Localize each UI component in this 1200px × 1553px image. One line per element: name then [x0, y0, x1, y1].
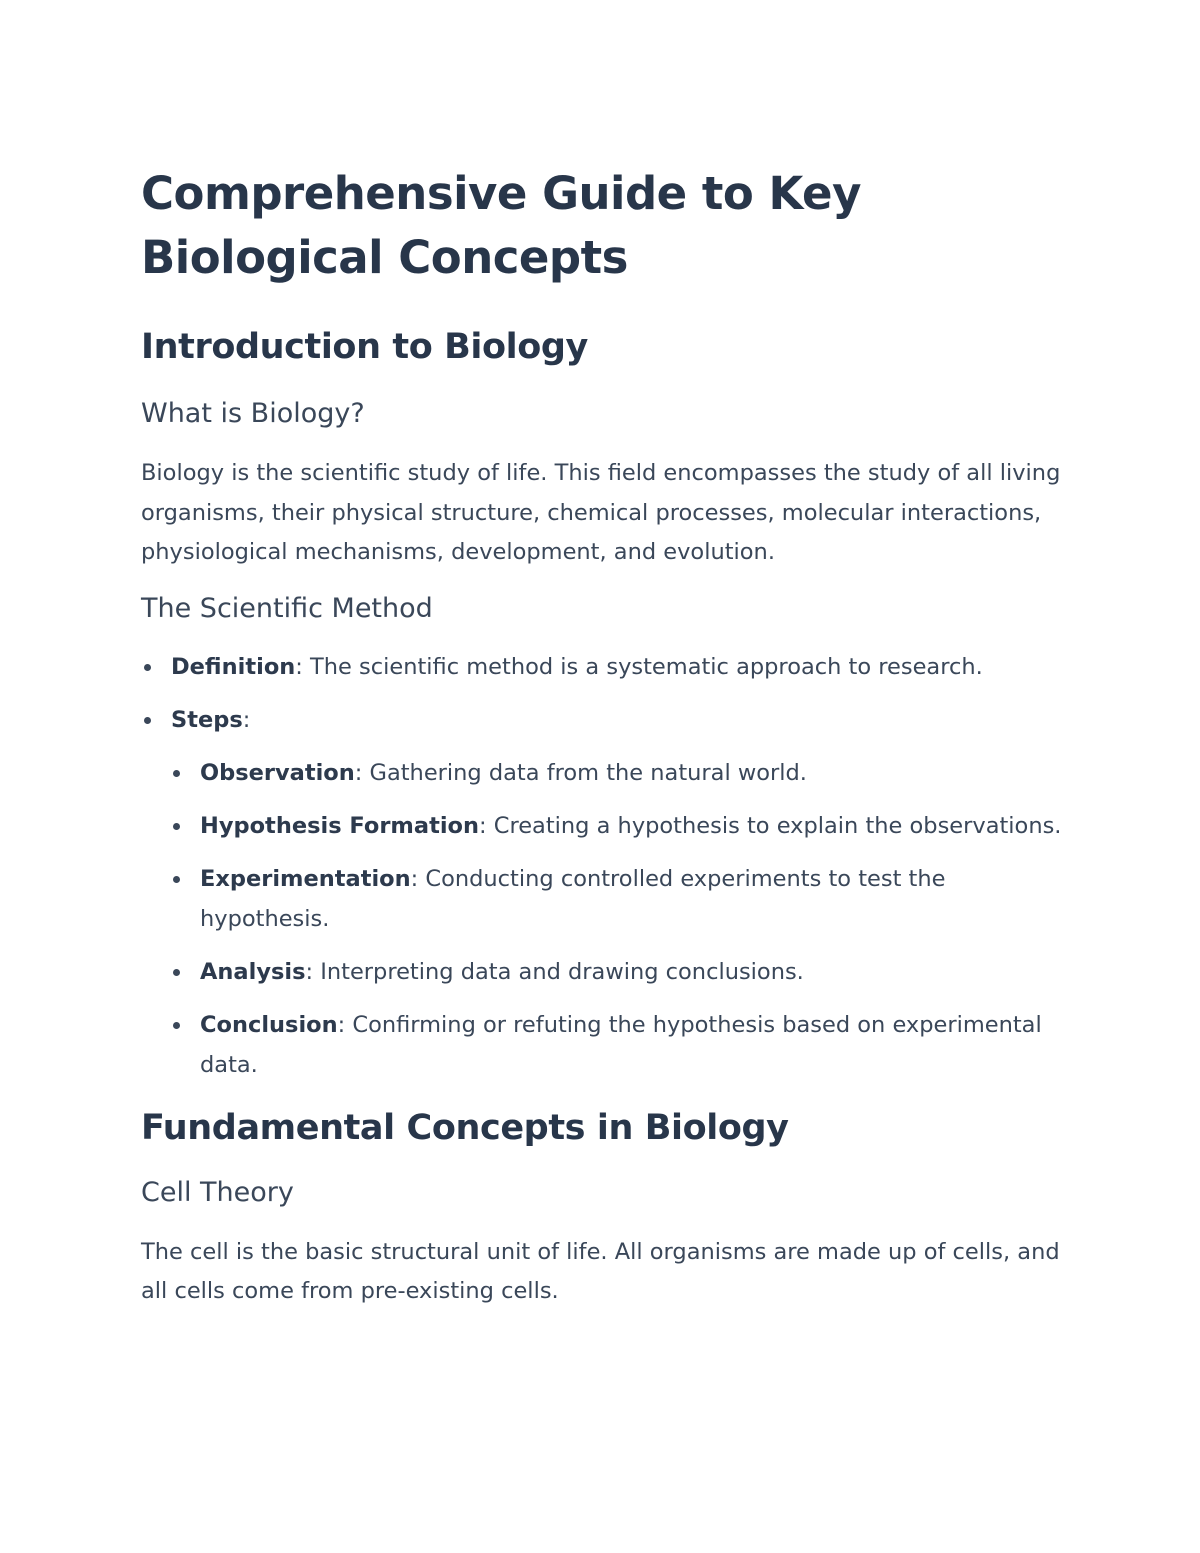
scientific-method-list	[141, 647, 1071, 1085]
section-heading-fundamental-concepts: Fundamental Concepts in Biology	[141, 1107, 789, 1148]
subsection-heading-what-is-biology: What is Biology?	[141, 398, 365, 429]
list-item-definition	[141, 647, 1071, 687]
document-title: Comprehensive Guide to Key Biological Concepts	[141, 167, 861, 284]
sublist-item-text: : Interpreting data and drawing conclusions.	[305, 958, 804, 985]
steps-sublist	[171, 753, 1071, 1085]
subsection-heading-scientific-method: The Scientific Method	[141, 592, 433, 624]
subsection-heading-cell-theory: Cell Theory	[141, 1176, 294, 1208]
sublist-item-term: Experimentation	[200, 865, 411, 892]
section-heading-introduction: Introduction to Biology	[141, 327, 588, 367]
list-item-steps	[141, 700, 1071, 1085]
list-item-text: :	[242, 706, 251, 733]
sublist-item-text: : Creating a hypothesis to explain the observations.	[479, 812, 1062, 839]
sublist-item-text: : Confirming or refuting the hypothesis based on experimental data.	[200, 1011, 1042, 1078]
sublist-item-text: : Conducting controlled experiments to test the hypothesis.	[200, 865, 946, 932]
list-item-term: Definition	[171, 653, 296, 680]
list-item-text: : The scientific method is a systematic approach to research.	[295, 653, 983, 680]
sublist-item-term: Observation	[200, 759, 355, 786]
sublist-item-conclusion	[171, 1005, 1071, 1085]
list-item-term: Steps	[171, 706, 243, 733]
sublist-item-hypothesis	[171, 806, 1071, 846]
sublist-item-term: Analysis	[200, 958, 306, 985]
sublist-item-analysis	[171, 952, 1071, 992]
document-page	[141, 160, 1071, 1312]
sublist-item-experimentation	[171, 859, 1071, 939]
sublist-item-observation	[171, 753, 1071, 793]
paragraph-cell-theory: The cell is the basic structural unit of life. All organisms are made up of cells, and all cells come from pre-existing cells.	[141, 1238, 1060, 1304]
sublist-item-text: : Gathering data from the natural world.	[354, 759, 807, 786]
sublist-item-term: Conclusion	[200, 1011, 338, 1038]
paragraph-biology-definition: Biology is the scientific study of life. This field encompasses the study of all living organisms, their physical structure, chemical processes, molecular interactions, physiological mechanisms, development, and evolution.	[141, 460, 1061, 565]
sublist-item-term: Hypothesis Formation	[200, 812, 480, 839]
